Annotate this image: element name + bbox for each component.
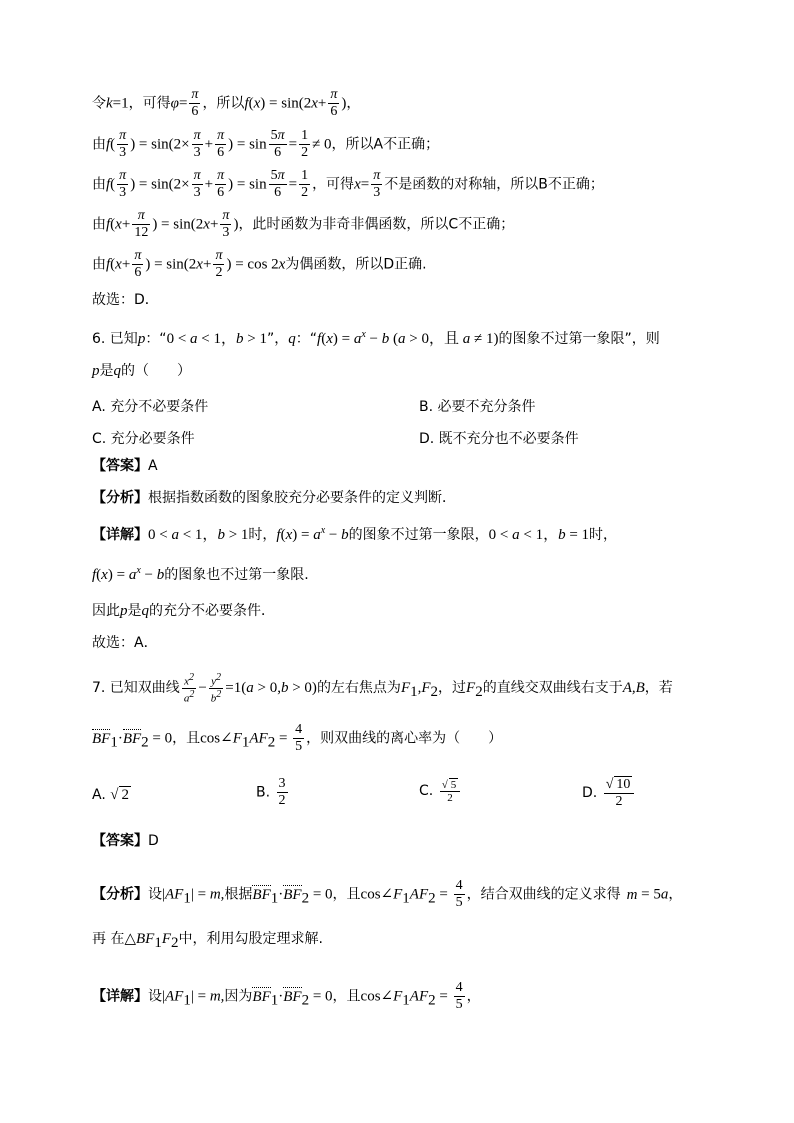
solution-line-3: 由f( $\frac{\pi}{3}$ ) = sin(2× $\frac{\pi}{3}$ + $\frac{\pi}{6}$ ) = sin $\frac{5\pi}{6}$ = $\frac{1}{2}$ ，可得x= $\frac{\pi}{3}$ 不是函数的对称轴，所以B不正确； bbox=[92, 168, 604, 200]
q7-stem-line-2: $BF_1\cdot BF_2 = 0$，且$\cos\angle F_1AF_2$ = $\frac{4}{5}$ ，则双曲线的离心率为（ ） bbox=[92, 722, 503, 754]
q6-stem-line-2: p是q的（ ） bbox=[92, 363, 191, 379]
solution-choose-d: 故选：D． bbox=[92, 292, 159, 308]
q7-detail-line-1: 【详解】设$|AF_1| = m$,因为$BF_1\cdot BF_2 = 0$，且$\cos\angle F_1AF_2$ = $\frac{4}{5}$ ， bbox=[92, 980, 481, 1012]
q6-answer: 【答案】A bbox=[92, 458, 158, 474]
q6-option-d: D. 既不充分也不必要条件 bbox=[419, 431, 579, 447]
q6-choose: 故选：A． bbox=[92, 635, 158, 651]
q7-answer: 【答案】D bbox=[92, 833, 159, 849]
solution-line-5: 由f(x+ $\frac{\pi}{6}$ ) = sin(2x+ $\frac{\pi}{2}$ ) = cos 2x为偶函数，所以D正确. bbox=[92, 248, 427, 280]
q7-option-d: D. $\frac{√ 10}{2}$ bbox=[582, 776, 636, 810]
q6-analysis: 【分析】根据指数函数的图象胶充分必要条件的定义判断． bbox=[92, 490, 456, 506]
q7-option-b: B. $\frac{3}{2}$ bbox=[256, 776, 286, 808]
q7-analysis-line-1: 【分析】设$|AF_1| = m$,根据$BF_1\cdot BF_2 = 0$，且$\cos\angle F_1AF_2$ = $\frac{4}{5}$ ，结合双曲线的定义求得 m = 5a， bbox=[92, 878, 683, 910]
q6-detail-line-2: $f(x) = a^x - b$的图象也不过第一象限. bbox=[92, 565, 309, 583]
q7-option-c: C. $\frac{√ 5}{2}$ bbox=[419, 778, 462, 804]
solution-line-1: 令k=1，可得φ= $\frac{\pi}{6}$ ，所以f(x) = sin(2x+ $\frac{\pi}{6}$ )， bbox=[92, 87, 361, 119]
solution-line-2: 由f( $\frac{\pi}{3}$ ) = sin(2× $\frac{\pi}{3}$ + $\frac{\pi}{6}$ ) = sin $\frac{5\pi}{6}$ = $\frac{1}{2}$ ≠ 0，所以A不正确； bbox=[92, 128, 440, 160]
q6-conclusion: 因此p是q的充分不必要条件． bbox=[92, 603, 275, 619]
q6-detail-line-1: 【详解】0 < a < 1，b > 1时，$f(x) = a^x - b$的图象不过第一象限，0 < a < 1，b = 1时， bbox=[92, 525, 618, 543]
q7-stem-line-1: 7. 已知双曲线 $\frac{x^2}{a^2}$ − $\frac{y^2}{b^2}$ =1(a > 0,b > 0)的左右焦点为$F_1,F_2$，过$F_2$的直线交双曲线右支于A,B，若 bbox=[92, 672, 673, 705]
q7-analysis-line-2: 再 在$\triangle BF_1F_2$中，利用勾股定理求解. bbox=[92, 931, 323, 951]
q6-option-a: A. 充分不必要条件 bbox=[92, 399, 209, 415]
q6-option-b: B. 必要不充分条件 bbox=[419, 399, 536, 415]
q7-option-a: A. √ 2 bbox=[92, 787, 129, 803]
q6-stem-line-1: 6. 已知p：“0 < a < 1，b > 1”，q：“$f(x) = a^x - b$ (a > 0，且 a ≠ 1)的图象不过第一象限”，则 bbox=[92, 329, 660, 347]
q6-option-c: C. 充分必要条件 bbox=[92, 431, 195, 447]
solution-line-4: 由f(x+ $\frac{\pi}{12}$ ) = sin(2x+ $\frac{\pi}{3}$ )，此时函数为非奇非偶函数，所以C不正确； bbox=[92, 208, 515, 240]
